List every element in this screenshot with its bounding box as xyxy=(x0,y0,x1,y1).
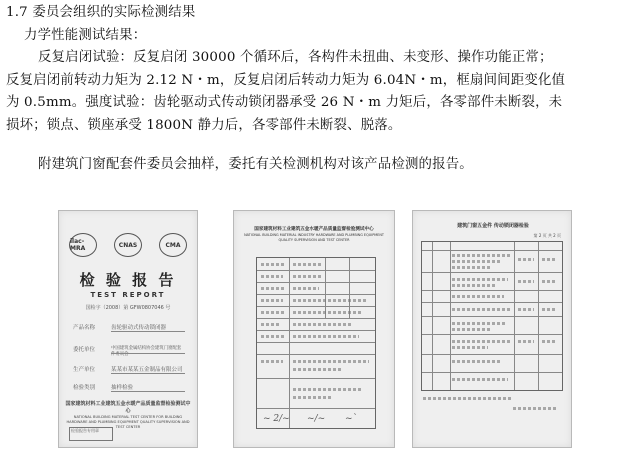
section-heading: 1.7 委员会组织的实际检测结果 xyxy=(6,5,196,20)
body-line-1: 反复启闭试验：反复启闭 30000 个循环后，各构件未扭曲、未变形、操作功能正常； xyxy=(38,50,553,65)
report-cover-thumbnail xyxy=(58,210,198,448)
field-label: 检验类别 xyxy=(73,385,96,391)
field-value: 齿轮驱动式传动锁闭器 xyxy=(111,325,167,331)
page-2-header-cn: 国家建筑材料工业建筑五金水暖产品质量监督检验测试中心 xyxy=(254,227,374,232)
report-page-3-page-no: 第 2 页 共 2 页 xyxy=(533,233,561,238)
org-name-en: NATIONAL BUILDING MATERIAL TEST CENTER FOR BUILDING HARDWARE AND PLUMBING EQUIPMENT QUALITY SUPERVISION AND TEST CENTER xyxy=(66,415,190,429)
field-label: 生产单位 xyxy=(73,367,96,373)
report-page-3-table xyxy=(421,241,563,391)
stamp-note-box: 检验报告专用章 xyxy=(69,427,113,441)
text-section xyxy=(6,2,622,177)
org-name: 国家建筑材料工业建筑五金水暖产品质量监督检验测试中心 xyxy=(65,401,191,414)
report-page-2-header xyxy=(240,227,388,242)
cnas-logo-icon: CNAS xyxy=(114,233,142,257)
body-line-3: 为 0.5mm。强度试验：齿轮驱动式传动锁闭器承受 26 N・m 力矩后，各零部件未断裂，未 xyxy=(6,95,563,110)
cma-logo-icon: CMA xyxy=(159,233,187,257)
section-subheading: 力学性能测试结果： xyxy=(24,27,147,43)
field-value: 抽样检验 xyxy=(111,385,134,391)
closing-line: 附建筑门窗配套件委员会抽样，委托有关检测机构对该产品检测的报告。 xyxy=(38,157,473,172)
report-title-en: TEST REPORT xyxy=(90,291,166,299)
report-page-3-header: 建筑门窗五金件 传动锁闭器检验 xyxy=(457,223,529,229)
body-line-4: 损坏；锁点、锁座承受 1800N 静力后，各零部件未断裂、脱落。 xyxy=(6,117,402,133)
field-value: 中国建筑金属结构协会建筑门窗配套件委员会 xyxy=(111,346,182,357)
issuing-organization xyxy=(65,401,191,430)
field-value: 某某市某某五金制品有限公司 xyxy=(111,367,183,373)
report-title: 检 验 报 告 xyxy=(79,271,177,289)
certification-logos xyxy=(69,233,187,257)
page-2-header-en: NATIONAL BUILDING MATERIAL INDUSTRY HARDWARE AND PLUMBING EQUIPMENT QUALITY SUPERVISION AND TEST CENTER xyxy=(244,233,384,242)
body-line-2: 反复启闭前转动力矩为 2.12 N・m，反复启闭后转动力矩为 6.04N・m，框扇间间距变化值 xyxy=(6,72,566,88)
field-product xyxy=(73,323,185,339)
report-page-2-table: ~ 2/~ ~/~ ~` xyxy=(256,257,376,429)
report-number: 国检字（2008）第 GFW0807046 号 xyxy=(85,305,171,311)
ilac-logo-icon: ilac-MRA xyxy=(69,233,97,257)
field-category xyxy=(73,383,185,399)
field-label: 产品名称 xyxy=(73,325,96,331)
report-page-2-thumbnail xyxy=(233,210,395,448)
field-label: 委托单位 xyxy=(73,347,96,353)
field-manufacturer xyxy=(73,365,185,381)
report-page-3-thumbnail xyxy=(412,210,572,448)
field-client xyxy=(73,345,185,361)
